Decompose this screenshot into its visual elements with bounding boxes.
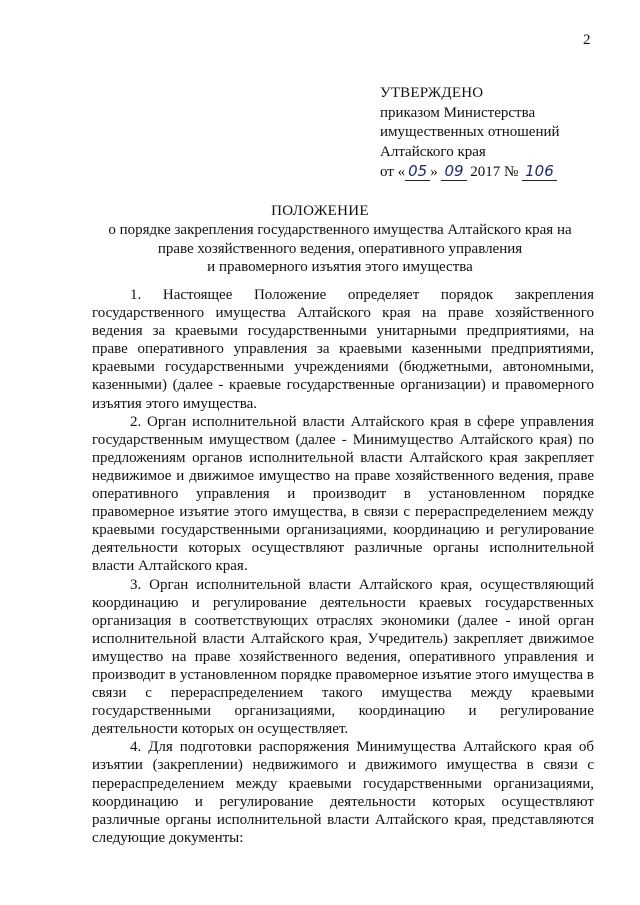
subtitle-line: о порядке закрепления государственного имущества Алтайского края на — [108, 222, 572, 238]
approval-date — [380, 162, 560, 183]
approval-heading: УТВЕРЖДЕНО — [380, 85, 484, 101]
subtitle-line: праве хозяйственного ведения, оперативного управления — [157, 240, 523, 257]
paragraph-2: 2. Орган исполнительной власти Алтайского края в сфере управления государственным имуществом (далее - Минимущество Алтайского края) по предложениям органов исполнительной власти Алтайского края закрепляет недвижимое и движимое имущество на праве хозяйственного ведения, праве оперативного управления и производит в установленном порядке правомерное изъятие этого имущества, в связи с перераспределением между краевыми государственными организациями, координацию и регулирование деятельности которых осуществляют различные органы исполнительной власти Алтайского края. — [92, 413, 594, 575]
paragraph-3: 3. Орган исполнительной власти Алтайского края, осуществляющий координацию и регулирование деятельности краевых государственных организация в соответствующих отраслях экономики (далее - иной орган исполнительной власти Алтайского края, Учредитель) закрепляет движимое имущество на праве хозяйственного ведения, оперативного управления и производит в установленном порядке правомерное изъятие этого имущества в связи с перераспределением такого имущества между краевыми государственными организациями, координацию и регулирование деятельности которых он осуществляет. — [92, 576, 594, 738]
approval-stamp — [380, 84, 560, 183]
approval-line: Алтайского края — [380, 143, 486, 160]
document-body — [92, 286, 594, 847]
handwritten-day: 05 — [405, 162, 430, 181]
handwritten-number: 106 — [522, 162, 557, 181]
date-prefix: от « — [380, 164, 406, 180]
approval-line: приказом Министерства — [380, 104, 536, 121]
paragraph-1: 1. Настоящее Положение определяет порядок закрепления государственного имущества Алтайского края на праве хозяйственного ведения за краевыми государственными унитарными предприятиями, на праве оперативного управления за краевыми казенными предприятиями, краевыми государственными учреждениями (бюджетными, автономными, казенными) (далее - краевые государственные организации) и правомерного изъятия этого имущества. — [92, 287, 594, 412]
date-mid: » — [430, 164, 438, 180]
document-title: ПОЛОЖЕНИЕ — [271, 203, 369, 219]
page-number: 2 — [583, 32, 591, 48]
subtitle-line: и правомерного изъятия этого имущества — [207, 259, 473, 275]
document-subtitle — [70, 221, 610, 277]
paragraph-4: 4. Для подготовки распоряжения Минимущества Алтайского края об изъятии (закреплении) недвижимого и движимого имущества в связи с перераспределением между краевыми государственными организациями, координацию и регулирование деятельности которых осуществляют различные органы исполнительной власти Алтайского края, представляются следующие документы: — [92, 739, 594, 846]
handwritten-month: 09 — [441, 162, 466, 181]
date-year: 2017 № — [470, 164, 519, 180]
approval-line: имущественных отношений — [380, 124, 560, 140]
